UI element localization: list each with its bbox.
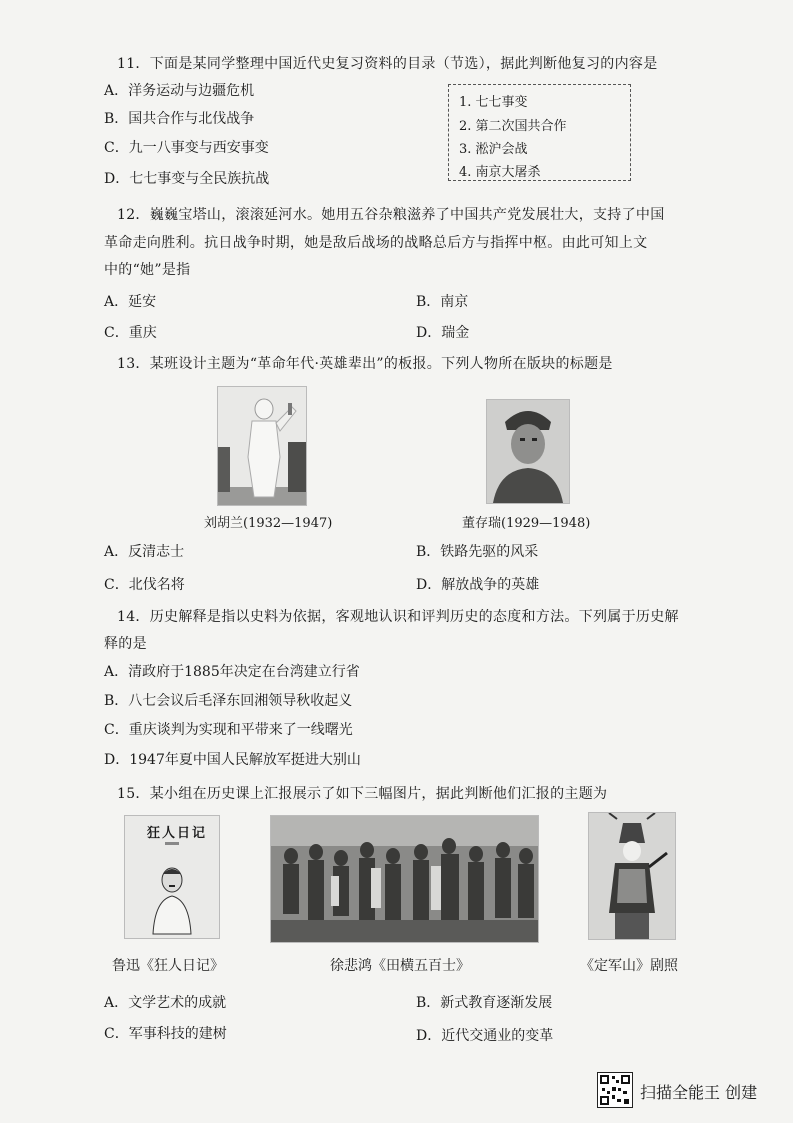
q11-stem: 11．下面是某同学整理中国近代史复习资料的目录（节选），据此判断他复习的内容是 (117, 56, 658, 72)
q13-option-c: C．北伐名将 (104, 577, 185, 593)
q12-option-b: B．南京 (416, 294, 469, 310)
q11-option-c: C．九一八事变与西安事变 (104, 140, 269, 156)
q12-option-a: A．延安 (104, 294, 157, 310)
q13-caption-dong-cunrui: 董存瑞(1929—1948) (462, 516, 591, 531)
q12-stem-line2: 革命走向胜利。抗日战争时期，她是敌后战场的战略总后方与指挥中枢。由此可知上文 (104, 235, 648, 251)
q12-option-d: D．瑞金 (416, 325, 470, 341)
q11-box-item: 3. 淞沪会战 (459, 142, 528, 157)
q14-stem-line2: 释的是 (104, 636, 147, 652)
dong-cunrui-portrait (486, 399, 570, 504)
q14-stem-line1: 14．历史解释是指以史料为依据，客观地认识和评判历史的态度和方法。下列属于历史解 (117, 609, 679, 625)
q11-option-b: B．国共合作与北伐战争 (104, 111, 255, 127)
q13-stem: 13．某班设计主题为“革命年代·英雄辈出”的板报。下列人物所在版块的标题是 (117, 356, 613, 372)
q12-stem-line1: 12．巍巍宝塔山，滚滚延河水。她用五谷杂粮滋养了中国共产党发展壮大，支持了中国 (117, 207, 665, 223)
q11-box-item: 1. 七七事变 (459, 95, 528, 110)
q15-caption-xubeihong: 徐悲鸿《田横五百士》 (330, 958, 470, 974)
q15-option-d: D．近代交通业的变革 (416, 1028, 554, 1044)
q15-option-a: A．文学艺术的成就 (104, 995, 227, 1011)
q13-option-a: A．反清志士 (104, 544, 185, 560)
q15-option-b: B．新式教育逐渐发展 (416, 995, 553, 1011)
q11-directory-box (448, 84, 631, 181)
q11-box-item: 4. 南京大屠杀 (459, 165, 541, 180)
q11-box-item: 2. 第二次国共合作 (459, 119, 567, 134)
q15-option-c: C．军事科技的建树 (104, 1026, 227, 1042)
kuangren-riji-book-cover (124, 815, 220, 939)
liu-hulan-statue-photo (217, 386, 307, 506)
book-cover-title: 狂人日记 (147, 826, 208, 841)
scanner-watermark-text: 扫描全能王 创建 (640, 1083, 758, 1102)
q12-stem-line3: 中的“她”是指 (104, 262, 191, 278)
q13-option-d: D．解放战争的英雄 (416, 577, 540, 593)
q15-caption-dingjunshan: 《定军山》剧照 (580, 958, 678, 974)
dingjunshan-opera-still (588, 812, 676, 940)
q11-option-a: A．洋务运动与边疆危机 (104, 83, 255, 99)
q11-option-d: D．七七事变与全民族抗战 (104, 171, 270, 187)
q13-caption-liu-hulan: 刘胡兰(1932—1947) (204, 516, 333, 531)
q13-option-b: B．铁路先驱的风采 (416, 544, 539, 560)
tianheng-500-painting (270, 815, 539, 943)
q14-option-d: D．1947年夏中国人民解放军挺进大别山 (104, 752, 361, 768)
q15-stem: 15．某小组在历史课上汇报展示了如下三幅图片，据此判断他们汇报的主题为 (117, 786, 608, 802)
q14-option-c: C．重庆谈判为实现和平带来了一线曙光 (104, 722, 353, 738)
q15-caption-luxun: 鲁迅《狂人日记》 (112, 958, 224, 974)
q14-option-b: B．八七会议后毛泽东回湘领导秋收起义 (104, 693, 353, 709)
qr-code-icon (597, 1072, 633, 1108)
q12-option-c: C．重庆 (104, 325, 157, 341)
q14-option-a: A．清政府于1885年决定在台湾建立行省 (104, 664, 360, 680)
